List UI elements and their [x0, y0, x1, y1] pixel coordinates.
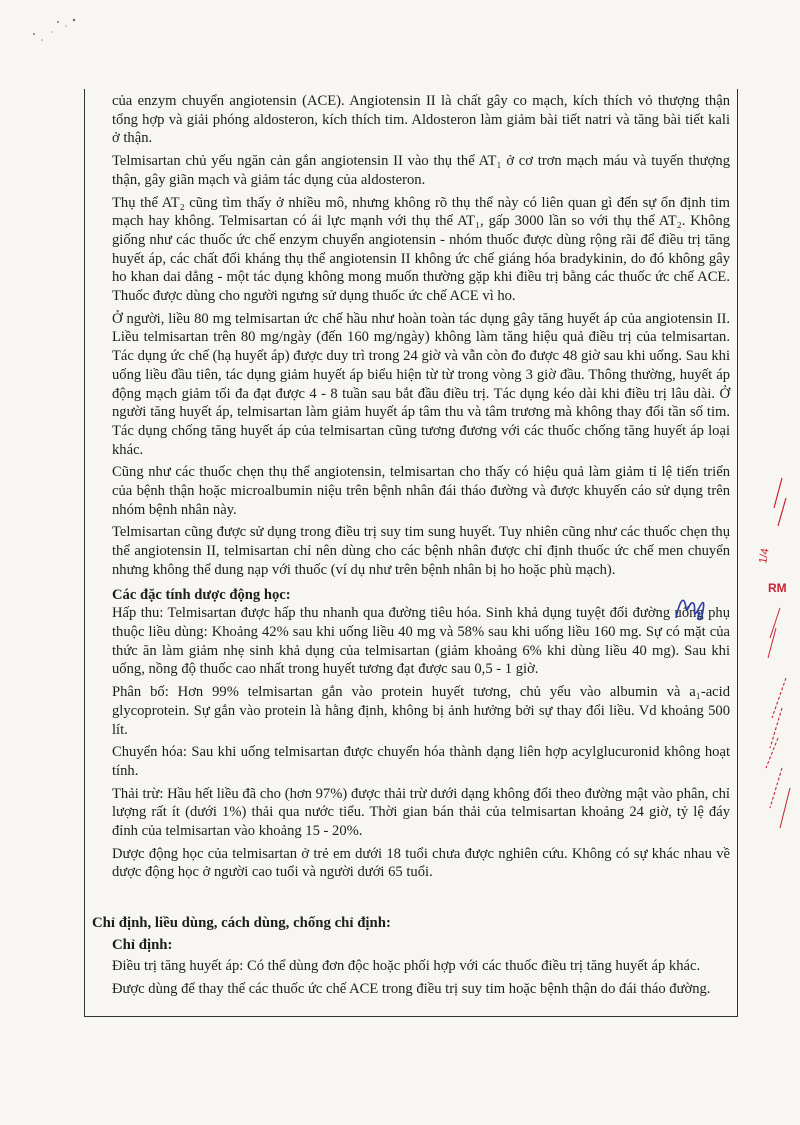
handwritten-initials — [672, 590, 712, 624]
paragraph: Dược động học của telmisartan ở trẻ em dưới 18 tuổi chưa được nghiên cứu. Không có sự khác nhau về dược động học ở người cao tuổi và người dưới 65 tuổi. — [112, 845, 730, 881]
paragraph: Thụ thể AT₂ cũng tìm thấy ở nhiều mô, nhưng không rõ thụ thể này có liên quan gì đến sự ổn định tim mạch hay không. Telmisartan có ái lực mạnh với thụ thể AT₁, gấp 3000 lần so với thụ thể AT₂. Không giống như các thuốc ức chế enzym chuyển angiotensin - nhóm thuốc được dùng rộng rãi để điều trị tăng huyết áp, các chất đối kháng thụ thể angiotensin II không ức chế giáng hóa bradykinin, do đó không gây ho khan dai dẳng - một tác dụng không mong muốn thường gặp khi điều trị bằng các thuốc ức chế ACE. Thuốc được dùng cho người ngưng sử dụng thuốc ức chế ACE vì ho. — [112, 194, 730, 305]
indication-section — [112, 957, 730, 1002]
pharmacokinetics-heading: Các đặc tính dược động học: — [112, 586, 291, 603]
indication-heading: Chỉ định: — [112, 937, 173, 953]
paragraph: Chuyển hóa: Sau khi uống telmisartan được chuyển hóa thành dạng liên hợp acylglucuronid không hoạt tính. — [112, 744, 730, 779]
pharmacodynamics-section — [112, 92, 730, 886]
stamp-label: RM — [768, 581, 787, 595]
indications-section-heading: Chỉ định, liều dùng, cách dùng, chống chỉ định: — [92, 915, 391, 931]
paragraph: Telmisartan chủ yếu ngăn cản gắn angiotensin II vào thụ thể AT₁ ở cơ trơn mạch máu và tuyến thượng thận, gây giãn mạch và giảm tác dụng của aldosteron. — [112, 153, 730, 188]
paragraph: Điều trị tăng huyết áp: Có thể dùng đơn độc hoặc phối hợp với các thuốc điều trị tăng huyết áp khác. — [112, 958, 701, 974]
paragraph: Phân bố: Hơn 99% telmisartan gắn vào protein huyết tương, chủ yếu vào albumin và a₁-acid glycoprotein. Sự gắn vào protein là hằng định, không bị ảnh hưởng bởi sự thay đổi liều. Vd khoảng 500 lít. — [112, 684, 730, 738]
paragraph: Telmisartan cũng được sử dụng trong điều trị suy tim sung huyết. Tuy nhiên cũng như các thuốc chẹn thụ thể angiotensin II, telmisartan chỉ nên dùng cho các bệnh nhân được chỉ định thuốc ức chế men chuyển nhưng không thể dung nạp với thuốc (ví dụ như trên bệnh nhân bị ho hoặc phù mạch). — [112, 524, 730, 578]
paragraph: Cũng như các thuốc chẹn thụ thể angiotensin, telmisartan cho thấy có hiệu quả làm giảm tỉ lệ tiến triển của bệnh thận hoặc microalbumin niệu trên bệnh nhân đái tháo đường và được khuyến cáo sử dụng trên nhóm bệnh nhân này. — [112, 464, 730, 518]
paragraph: Hấp thu: Telmisartan được hấp thu nhanh qua đường tiêu hóa. Sinh khả dụng tuyệt đối đường uống phụ thuộc liều dùng: Khoảng 42% sau khi uống liều 40 mg và 58% sau khi uống liều 160 mg. Sự có mặt của thức ăn làm giảm nhẹ sinh khả dụng của telmisartan (giảm khoảng 6% khi dùng liều 40 mg). Sau khi uống, nồng độ thuốc cao nhất trong huyết tương đạt được sau 0,5 - 1 giờ. — [112, 605, 730, 678]
scan-speckles — [30, 14, 90, 44]
paragraph: của enzym chuyển angiotensin (ACE). Angiotensin II là chất gây co mạch, kích thích vỏ thượng thận tổng hợp và giải phóng aldosteron, kích thích tim. Aldosteron làm giảm bài tiết natri và tăng bài tiết kali ở thận. — [112, 93, 730, 147]
red-stamp-mark — [752, 468, 796, 848]
paragraph: Ở người, liều 80 mg telmisartan ức chế hầu như hoàn toàn tác dụng gây tăng huyết áp của angiotensin II. Liều telmisartan trên 80 mg/ngày (đến 160 mg/ngày) không làm tăng hiệu quả điều trị của telmisartan. Tác dụng ức chế (hạ huyết áp) được duy trì trong 24 giờ và vẫn còn đo được 48 giờ sau khi uống. Sau khi uống liều đầu tiên, tác dụng giảm huyết áp biểu hiện từ từ trong vòng 3 giờ đầu. Thông thường, huyết áp động mạch giảm tối đa đạt được 4 - 8 tuần sau bắt đầu điều trị. Tác dụng kéo dài khi điều trị lâu dài. Ở người tăng huyết áp, telmisartan làm giảm huyết áp tâm thu và tâm trương mà không thay đổi tần số tim. Tác dụng chống tăng huyết áp của telmisartan cũng tương đương với các thuốc chống tăng huyết áp loại khác. — [112, 310, 730, 458]
paragraph: Được dùng để thay thế các thuốc ức chế ACE trong điều trị suy tim hoặc bệnh thận do đái tháo đường. — [112, 980, 711, 997]
paragraph: Thải trừ: Hầu hết liều đã cho (hơn 97%) được thải trừ dưới dạng không đổi theo đường mật vào phân, chỉ lượng rất ít (dưới 1%) thải qua nước tiểu. Thời gian bán thải của telmisartan khoảng 24 giờ, tỷ lệ đáy đỉnh của telmisartan vào khoảng 15 - 20%. — [112, 785, 730, 840]
svg-text:1/4: 1/4 — [757, 547, 772, 565]
